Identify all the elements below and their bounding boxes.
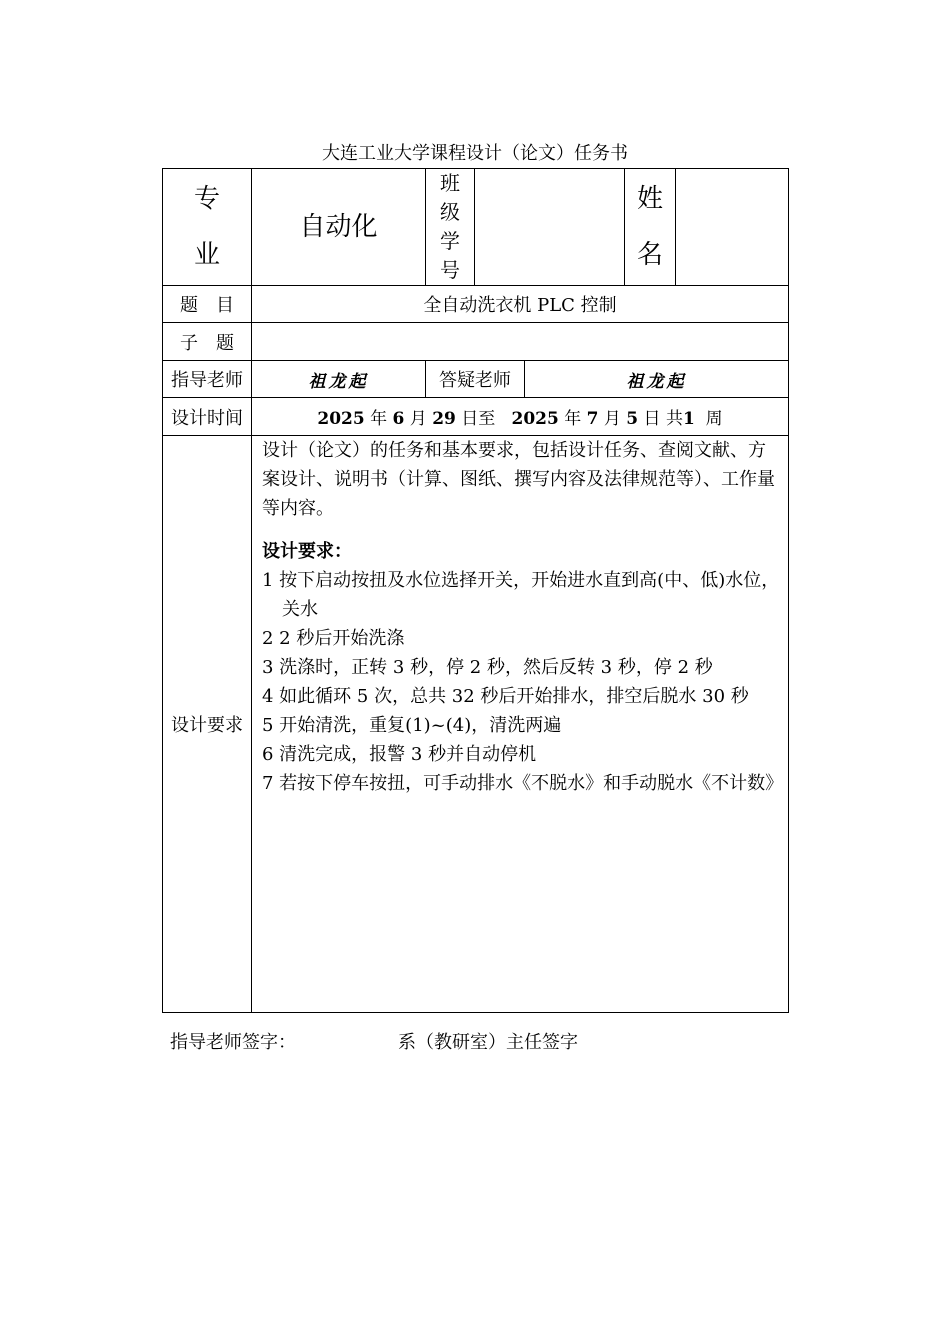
start-month: 6 bbox=[392, 409, 405, 429]
requirement-item-6: 6 清洗完成，报警 3 秒并自动停机 bbox=[262, 744, 537, 765]
advisor-signature-label: 指导老师签字： bbox=[170, 1032, 296, 1053]
label-major: 专 业 bbox=[163, 169, 252, 286]
requirement-item-7: 7 若按下停车按扭，可手动排水《不脱水》和手动脱水《不计数》 bbox=[262, 773, 784, 794]
label-design-time: 设计时间 bbox=[163, 398, 252, 436]
row-requirements bbox=[163, 436, 789, 1013]
requirement-item-1: 1 按下启动按扭及水位选择开关，开始进水直到高(中、低)水位，关水 bbox=[262, 570, 780, 620]
end-year: 2025 bbox=[511, 409, 559, 429]
label-name: 姓 名 bbox=[625, 169, 676, 286]
label-class-id: 班 级 学 号 bbox=[426, 169, 475, 286]
label-qa-teacher: 答疑老师 bbox=[426, 361, 525, 398]
value-major[interactable]: 自动化 bbox=[252, 169, 426, 286]
requirements-heading: 设计要求： bbox=[262, 541, 352, 562]
requirement-item-2: 2 2 秒后开始洗涤 bbox=[262, 628, 405, 649]
row-header-info bbox=[163, 169, 789, 286]
end-day: 5 bbox=[626, 409, 639, 429]
task-form-table bbox=[162, 168, 789, 1013]
label-advisor: 指导老师 bbox=[163, 361, 252, 398]
requirement-item-3: 3 洗涤时，正转 3 秒，停 2 秒，然后反转 3 秒，停 2 秒 bbox=[262, 657, 713, 678]
requirements-content[interactable] bbox=[252, 436, 789, 1013]
end-month: 7 bbox=[586, 409, 599, 429]
label-requirements: 设计要求 bbox=[163, 436, 252, 1013]
row-subtopic bbox=[163, 323, 789, 361]
value-design-time[interactable]: 2025 年 6 月 29 日至 2025 年 7 月 5 日 共1 周 bbox=[252, 398, 789, 436]
value-subtopic[interactable] bbox=[252, 323, 789, 361]
weeks: 1 bbox=[682, 409, 695, 429]
value-advisor[interactable]: 祖龙起 bbox=[252, 361, 426, 398]
label-subtopic: 子 题 bbox=[163, 323, 252, 361]
row-design-time bbox=[163, 398, 789, 436]
requirement-item-4: 4 如此循环 5 次，总共 32 秒后开始排水，排空后脱水 30 秒 bbox=[262, 686, 749, 707]
requirement-item-5: 5 开始清洗，重复(1)~(4)，清洗两遍 bbox=[262, 715, 562, 736]
requirements-intro: 设计（论文）的任务和基本要求，包括设计任务、查阅文献、方案设计、说明书（计算、图纸、撰写内容及法律规范等）、工作量等内容。 bbox=[262, 440, 775, 519]
row-topic bbox=[163, 286, 789, 323]
director-signature-label: 系（教研室）主任签字 bbox=[398, 1032, 578, 1053]
value-qa-teacher[interactable]: 祖龙起 bbox=[525, 361, 789, 398]
start-day: 29 bbox=[432, 409, 456, 429]
row-teachers bbox=[163, 361, 789, 398]
start-year: 2025 bbox=[317, 409, 365, 429]
value-class-id[interactable] bbox=[475, 169, 625, 286]
document-title: 大连工业大学课程设计（论文）任务书 bbox=[322, 143, 628, 164]
value-topic[interactable]: 全自动洗衣机 PLC 控制 bbox=[252, 286, 789, 323]
label-topic: 题 目 bbox=[163, 286, 252, 323]
value-name[interactable] bbox=[676, 169, 789, 286]
